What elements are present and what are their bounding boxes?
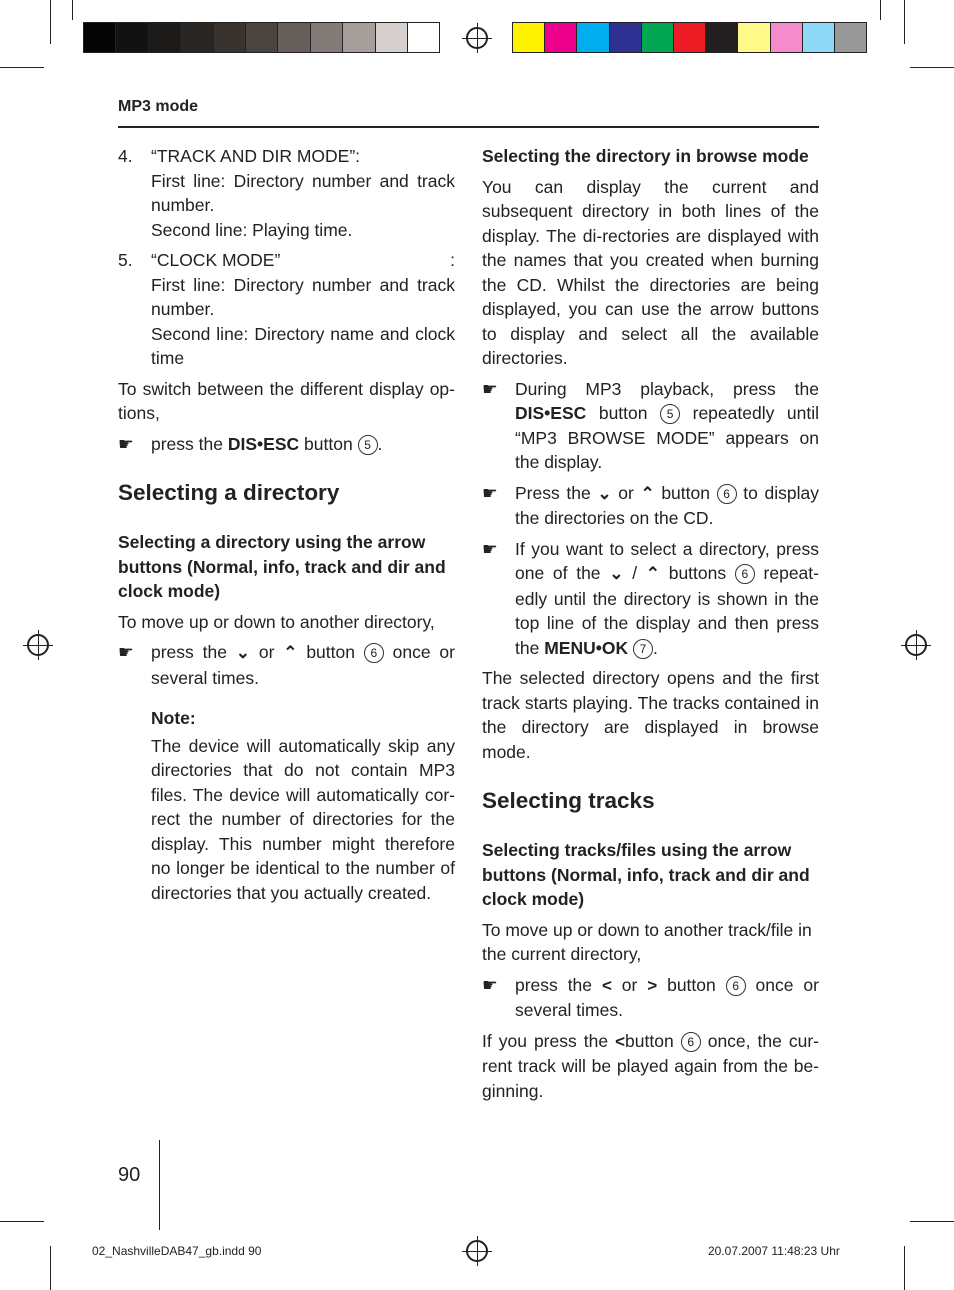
text: . [652,637,658,658]
paragraph: The selected directory opens and the first track starts playing. The tracks contained in the directory are displayed in browse mode. [482,668,819,762]
color-swatch [770,22,803,53]
right-column [482,144,819,1103]
color-swatch [277,22,310,53]
item-title: “TRACK AND DIR MODE”: [151,146,361,166]
color-swatch [83,22,116,53]
crop-mark [904,0,905,44]
bullet-item [482,537,819,661]
button-name: DIS•ESC [515,403,587,423]
button-number-badge: 7 [633,639,653,659]
pointing-hand-icon: ☛ [482,482,498,503]
color-swatch [576,22,609,53]
pointing-hand-icon: ☛ [482,378,498,399]
button-number-badge: 6 [364,643,384,663]
bullet-item [482,481,819,531]
subsection-heading: Selecting the directory in browse mode [482,146,809,166]
page-number-rule [159,1140,160,1230]
text: Press the [515,482,598,503]
text: once, the cur-rent track will be played again from the be-ginning. [482,1030,819,1101]
registration-mark-icon [27,634,49,656]
note-label: Note: [151,708,196,728]
list-number: 5. [118,250,133,270]
section-heading: Selecting a directory [118,480,340,505]
crop-mark [0,1221,44,1222]
color-swatch [148,22,181,53]
registration-mark-icon [466,27,488,49]
text: button [657,974,726,995]
bullet-item [118,640,455,690]
registration-mark-icon [905,634,927,656]
subsection-heading: Selecting a directory using the arrow buttons (Normal, info, track and dir and clock mode) [118,532,446,601]
note-text: The device will automatically skip any directories that do not contain MP3 files. The device will automatically cor-rect the number of directories for the display. This number might therefore no longer be identical to the number of directories that you actually created. [151,735,455,903]
bullet-item [482,973,819,1023]
text: button [586,403,661,423]
item-line: Second line: Playing time. [151,219,353,240]
arrow-up-icon: ⌃ [640,483,655,503]
item-line: First line: Directory number and track number. [151,274,455,319]
bullet-item [118,432,455,457]
text: button [299,433,358,454]
item-line: Second line: Directory name and clock time [151,323,455,368]
arrow-left-icon: < [615,1031,626,1051]
list-item [118,144,455,242]
text: . [377,433,383,454]
button-number-badge: 5 [358,435,378,455]
button-number-badge: 6 [681,1032,701,1052]
pointing-hand-icon: ☛ [118,433,134,454]
paragraph: You can display the current and subsequent directory in both lines of the display. The di-rectories are displayed with the names that you created when burning the CD. Whilst the directories are being displayed, you can use the arrow buttons to display and select all the available directories. [482,176,819,368]
footer-file: 02_NashvilleDAB47_gb.indd 90 [92,1244,262,1258]
text: button [297,642,364,662]
text: or [611,974,648,995]
button-number-badge: 6 [735,564,755,584]
color-swatch [737,22,770,53]
color-swatch [213,22,246,53]
color-swatch [310,22,343,53]
button-name: DIS•ESC [227,433,300,454]
button-name: MENU•OK [544,637,629,658]
arrow-down-icon: ⌄ [597,483,612,503]
list-item [118,248,455,371]
header-rule [118,126,819,128]
text: or [250,642,284,662]
crop-mark [904,1246,905,1290]
text: once or several times. [515,974,819,1020]
paragraph [482,1029,819,1104]
left-column [118,144,455,905]
color-swatch [115,22,148,53]
section-heading: Selecting tracks [482,788,655,813]
text: buttons [660,563,735,583]
color-swatch [245,22,278,53]
item-title-text: “CLOCK MODE” [151,250,281,270]
color-swatch [641,22,674,53]
pointing-hand-icon: ☛ [482,538,498,559]
color-swatch [375,22,408,53]
text: press the [151,433,228,454]
color-swatch [544,22,577,53]
item-title [151,248,455,273]
paragraph: To switch between the different display op-tions, [118,378,455,423]
arrow-down-icon: ⌄ [609,564,624,583]
paragraph: To move up or down to another track/file in the current directory, [482,919,812,964]
arrow-right-icon: > [647,975,658,995]
list-number: 4. [118,146,133,166]
text: once or several times. [151,642,455,688]
page-number: 90 [118,1164,141,1186]
button-number-badge: 5 [660,404,680,424]
item-colon: : [450,250,455,270]
color-swatch [673,22,706,53]
color-swatch [705,22,738,53]
pointing-hand-icon: ☛ [482,974,498,995]
text: press the [151,642,236,662]
arrow-up-icon: ⌃ [283,643,298,662]
text: repeat-edly until the directory is shown in the top line of the display and then press the [515,563,819,658]
color-swatch [512,22,545,53]
text: button [654,482,717,503]
text: to display the directories on the CD. [515,482,819,528]
color-swatch [609,22,642,53]
text: During MP3 playback, press the [515,378,819,399]
text: If you want to select a directory, press one of the [515,538,819,583]
page-header: MP3 mode [118,98,199,115]
button-number-badge: 6 [726,976,746,996]
crop-mark [880,0,881,20]
item-line: First line: Directory number and track number. [151,170,455,215]
crop-mark [910,1221,954,1222]
pointing-hand-icon: ☛ [118,642,134,662]
color-swatch [834,22,867,53]
text: / [623,563,646,583]
crop-mark [50,1246,51,1290]
crop-mark [910,67,954,68]
color-swatch [802,22,835,53]
text: repeatedly until “MP3 BROWSE MODE” appears on the display. [515,403,819,472]
button-number-badge: 6 [717,484,737,504]
registration-mark-icon [466,1240,488,1262]
arrow-up-icon: ⌃ [645,564,661,583]
color-swatch [180,22,213,53]
text: If you press the [482,1030,616,1051]
subsection-heading: Selecting tracks/files using the arrow buttons (Normal, info, track and dir and clock mode) [482,840,810,909]
color-swatch [342,22,375,53]
note [118,706,455,905]
color-swatch [407,22,440,53]
crop-mark [72,0,73,20]
arrow-down-icon: ⌄ [235,643,251,662]
text: press the [515,974,602,995]
text: button [625,1030,681,1051]
footer-date: 20.07.2007 11:48:23 Uhr [708,1244,840,1258]
paragraph: To move up or down to another directory, [118,611,435,632]
text: or [611,482,641,503]
bullet-item [482,377,819,475]
arrow-left-icon: < [601,975,612,995]
crop-mark [50,0,51,44]
crop-mark [0,67,44,68]
